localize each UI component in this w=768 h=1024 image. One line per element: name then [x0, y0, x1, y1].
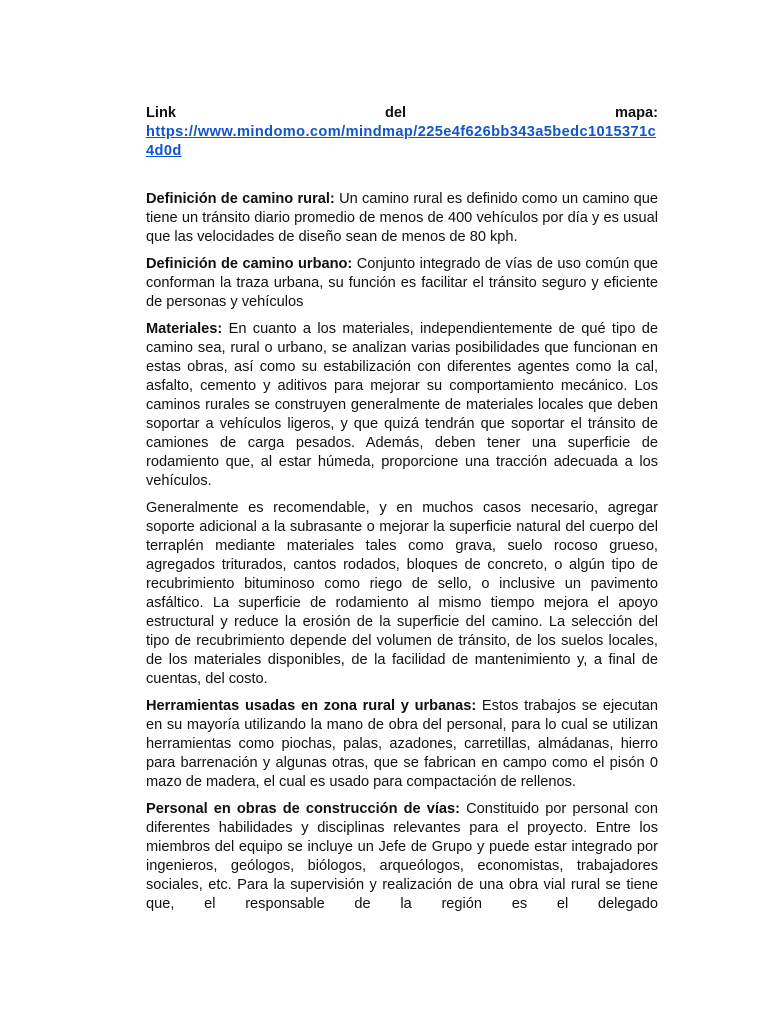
paragraph-reinforcement — [146, 499, 658, 689]
paragraph-term: Definición de camino urbano: — [146, 256, 353, 272]
paragraph-personnel — [146, 800, 658, 914]
link-label-word-3: mapa: — [615, 105, 658, 121]
paragraph-materials — [146, 320, 658, 491]
map-link-label-row — [146, 104, 658, 123]
paragraph-term: Definición de camino rural: — [146, 191, 335, 207]
mindmap-link[interactable]: https://www.mindomo.com/mindmap/225e4f626bb343a5bedc1015371c4d0d — [146, 124, 657, 159]
link-label-word-2: del — [384, 105, 407, 121]
link-label-word-1: Link — [146, 105, 176, 121]
paragraph-text: En cuanto a los materiales, independientemente de qué tipo de camino sea, rural o urbano, se analizan varias posibilidades que funcionan en estas obras, así como su estabilización con diferentes agentes como la cal, asfalto, cemento y aditivos para mejorar su comportamiento mecánico. Los caminos rurales se construyen generalmente de materiales locales que deben soportar a vehículos ligeros, y que quizá tendrán que soportar el tránsito de camiones de carga pesados. Además, deben tener una superficie de rodamiento que, al estar húmeda, proporcione una tracción adecuada a los vehículos. — [146, 321, 658, 489]
paragraph-text: Constituido por personal con diferentes habilidades y disciplinas relevantes para el proyecto. Entre los miembros del equipo se incluye un Jefe de Grupo y puede estar integrado por ingenieros, geólogos, biólogos, arqueólogos, economistas, trabajadores sociales, etc. Para la supervisión y realización de una obra vial rural se tiene que, el responsable de la región es el delegado — [146, 801, 658, 912]
paragraph-rural-road — [146, 190, 658, 247]
paragraph-text: Un camino rural es definido como un camino que tiene un tránsito diario promedio de menos de 400 vehículos por día y es usual que las velocidades de diseño sean de menos de 80 kph. — [146, 191, 658, 245]
spacer — [146, 161, 658, 190]
paragraph-term: Materiales: — [146, 321, 223, 337]
paragraph-term: Herramientas usadas en zona rural y urbanas: — [146, 698, 477, 714]
paragraph-term: Personal en obras de construcción de vías: — [146, 801, 460, 817]
paragraph-text: Estos trabajos se ejecutan en su mayoría utilizando la mano de obra del personal, para lo cual se utilizan herramientas como piochas, palas, azadones, carretillas, almádanas, hierro para barrenación y algunas otras, que se fabrican en campo como el pisón 0 mazo de madera, el cual es usado para compactación de rellenos. — [146, 698, 658, 790]
paragraph-urban-road — [146, 255, 658, 312]
paragraph-text: Conjunto integrado de vías de uso común que conforman la traza urbana, su función es facilitar el tránsito seguro y eficiente de personas y vehículos — [146, 256, 658, 310]
paragraph-text: Generalmente es recomendable, y en muchos casos necesario, agregar soporte adicional a la subrasante o mejorar la superficie natural del cuerpo del terraplén mediante materiales tales como grava, suelo rocoso grueso, agregados triturados, cantos rodados, bloques de concreto, o algún tipo de recubrimiento bituminoso como riego de sello, o inclusive un pavimento asfáltico. La superficie de rodamiento al mismo tiempo mejora el apoyo estructural y reduce la erosión de la superficie del camino. La selección del tipo de recubrimiento depende del volumen de tránsito, de los suelos locales, de los materiales disponibles, de la facilidad de mantenimiento y, a final de cuentas, del costo. — [146, 500, 658, 687]
paragraph-tools — [146, 697, 658, 792]
document-page — [146, 96, 658, 922]
